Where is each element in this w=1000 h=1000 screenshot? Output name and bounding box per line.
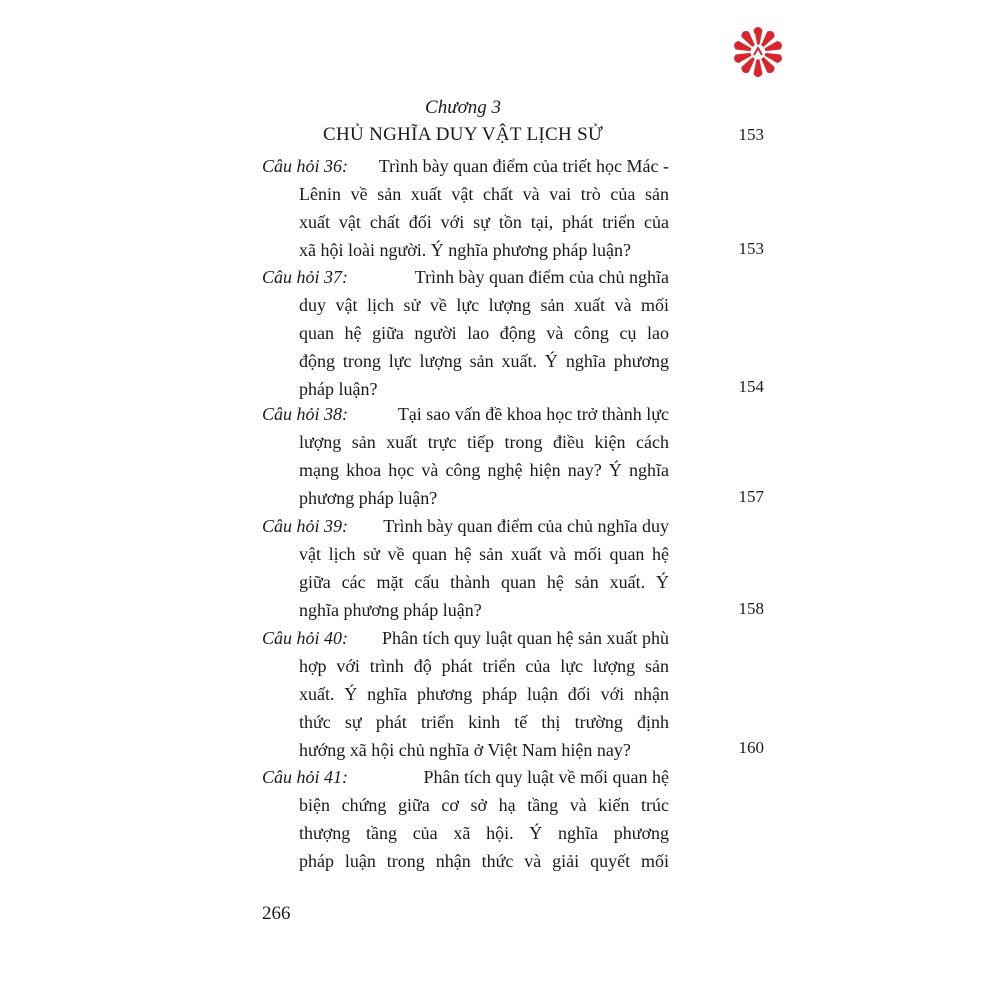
toc-page-number: 154: [738, 377, 764, 396]
question-text-line: hợp với trình độ phát triển của lực lượng sản: [299, 656, 669, 676]
question-label: Câu hỏi 36:: [262, 156, 349, 176]
publisher-star-logo-icon: [728, 22, 788, 82]
toc-entry-first-line: [262, 512, 669, 540]
question-text-line: mạng khoa học và công nghệ hiện nay? Ý nghĩa: [299, 460, 669, 480]
toc-entry[interactable]: [262, 400, 669, 512]
question-label: Câu hỏi 40:: [262, 628, 349, 648]
question-text-line: pháp luận trong nhận thức và giải quyết mối: [299, 851, 669, 871]
question-text-line: lượng sản xuất trực tiếp trong điều kiện cách: [299, 432, 669, 452]
toc-page-number: 157: [738, 487, 764, 506]
question-label: Câu hỏi 39:: [262, 516, 349, 536]
question-text-line: duy vật lịch sử về lực lượng sản xuất và mối: [299, 295, 669, 315]
toc-page-number: 153: [738, 239, 764, 258]
question-text-line: vật lịch sử về quan hệ sản xuất và mối quan hệ: [299, 544, 669, 564]
toc-entry-first-line: [262, 624, 669, 652]
question-text-line: động trong lực lượng sản xuất. Ý nghĩa phương: [299, 351, 669, 371]
toc-page-number: 160: [738, 738, 764, 757]
toc-entry[interactable]: [262, 512, 669, 624]
toc-entry[interactable]: [262, 263, 669, 403]
question-label: Câu hỏi 38:: [262, 404, 349, 424]
chapter-label: Chương 3: [425, 97, 501, 118]
question-text-line: Lênin về sản xuất vật chất và vai trò của sản: [299, 184, 669, 204]
question-text: Phân tích quy luật quan hệ sản xuất phù: [382, 628, 669, 648]
chapter-page-number: 153: [738, 125, 764, 144]
question-label: Câu hỏi 41:: [262, 767, 349, 787]
question-text-line: quan hệ giữa người lao động và công cụ lao: [299, 323, 669, 343]
question-text-line: biện chứng giữa cơ sở hạ tầng và kiến trúc: [299, 795, 669, 815]
question-text-line: xuất. Ý nghĩa phương pháp luận đối với nhận: [299, 684, 669, 704]
question-text-line: nghĩa phương pháp luận?: [299, 600, 482, 620]
question-text-line: thức sự phát triển kinh tế thị trường định: [299, 712, 669, 732]
toc-entry-first-line: [262, 152, 669, 180]
toc-entry[interactable]: [262, 152, 669, 264]
question-text-line: xuất vật chất đối với sự tồn tại, phát triển của: [299, 212, 669, 232]
folio-page-number: 266: [262, 903, 291, 924]
question-text: Tại sao vấn đề khoa học trở thành lực: [397, 404, 669, 424]
question-text-line: hướng xã hội chủ nghĩa ở Việt Nam hiện nay?: [299, 740, 631, 760]
question-text-line: phương pháp luận?: [299, 488, 438, 508]
toc-entry[interactable]: [262, 624, 669, 764]
question-text-line: xã hội loài người. Ý nghĩa phương pháp luận?: [299, 240, 631, 260]
toc-entry-first-line: [262, 263, 669, 291]
question-label: Câu hỏi 37:: [262, 267, 349, 287]
question-text: Phân tích quy luật về mối quan hệ: [423, 767, 669, 787]
question-text: Trình bày quan điểm của triết học Mác -: [378, 156, 669, 176]
question-text: Trình bày quan điểm của chủ nghĩa: [414, 267, 669, 287]
toc-entry[interactable]: [262, 763, 669, 875]
question-text-line: giữa các mặt cấu thành quan hệ sản xuất. Ý: [299, 572, 669, 592]
toc-entry-first-line: [262, 763, 669, 791]
chapter-title: CHỦ NGHĨA DUY VẬT LỊCH SỬ: [323, 124, 603, 145]
question-text-line: pháp luận?: [299, 379, 378, 399]
question-text: Trình bày quan điểm của chủ nghĩa duy: [383, 516, 669, 536]
toc-entry-first-line: [262, 400, 669, 428]
toc-page-number: 158: [738, 599, 764, 618]
question-text-line: thượng tầng của xã hội. Ý nghĩa phương: [299, 823, 669, 843]
